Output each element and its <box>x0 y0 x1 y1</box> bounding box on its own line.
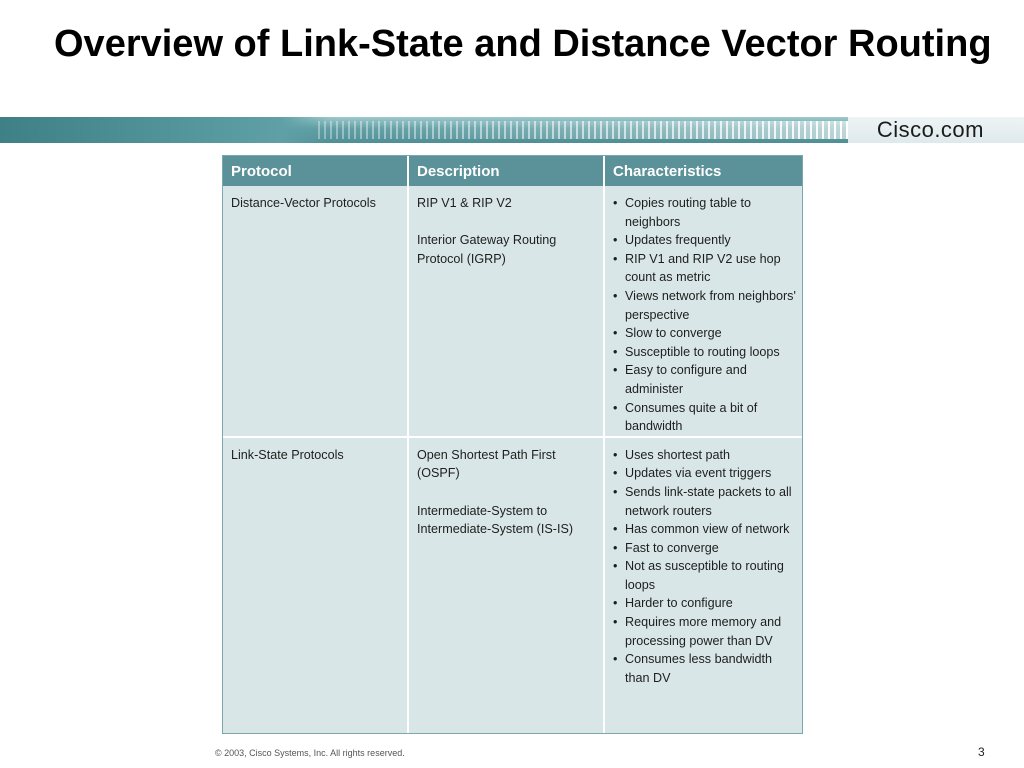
table-row-link-state <box>223 437 803 733</box>
description-line: Open Shortest Path First (OSPF) <box>417 447 556 481</box>
list-item: • Copies routing table to neighbors <box>613 194 796 231</box>
characteristics-list <box>613 446 796 688</box>
list-item: • Harder to configure <box>613 594 796 613</box>
list-item: • Views network from neighbors' perspective <box>613 287 796 324</box>
list-item: • Requires more memory and processing power than DV <box>613 613 796 650</box>
list-item: • Updates frequently <box>613 231 796 250</box>
list-item: • Not as susceptible to routing loops <box>613 557 796 594</box>
list-item: • Sends link-state packets to all network routers <box>613 483 796 520</box>
characteristics-list <box>613 194 796 436</box>
header-description: Description <box>408 156 604 186</box>
list-item: • Uses shortest path <box>613 446 796 465</box>
banner-gradient <box>0 117 330 143</box>
table-row-distance-vector <box>223 186 803 437</box>
description-line: Intermediate-System to Intermediate-System (IS-IS) <box>417 503 574 537</box>
banner-stripes <box>318 121 848 139</box>
list-item: • RIP V1 and RIP V2 use hop count as metric <box>613 250 796 287</box>
routing-comparison-table <box>222 155 803 734</box>
description-cell <box>408 437 604 733</box>
slide-title: Overview of Link-State and Distance Vector Routing <box>54 23 992 65</box>
description-cell <box>408 186 604 437</box>
list-item: • Easy to configure and administer <box>613 361 796 398</box>
header-characteristics: Characteristics <box>604 156 803 186</box>
list-item: • Has common view of network <box>613 520 796 539</box>
list-item: • Consumes quite a bit of bandwidth <box>613 399 796 436</box>
page-number: 3 <box>978 745 985 759</box>
copyright-footer: © 2003, Cisco Systems, Inc. All rights reserved. <box>215 748 405 758</box>
header-protocol: Protocol <box>223 156 408 186</box>
description-line: Interior Gateway Routing Protocol (IGRP) <box>417 233 557 266</box>
list-item: • Slow to converge <box>613 324 796 343</box>
list-item: • Fast to converge <box>613 539 796 558</box>
characteristics-cell <box>604 186 803 437</box>
list-item: • Consumes less bandwidth than DV <box>613 650 796 687</box>
protocol-cell: Link-State Protocols <box>223 437 408 733</box>
list-item: • Updates via event triggers <box>613 464 796 483</box>
list-item: • Susceptible to routing loops <box>613 343 796 362</box>
protocol-cell: Distance-Vector Protocols <box>223 186 408 437</box>
comparison-grid <box>223 156 803 733</box>
table-header-row <box>223 156 803 186</box>
characteristics-cell <box>604 437 803 733</box>
cisco-logo: Cisco.com <box>876 117 984 142</box>
header-banner <box>0 117 1024 143</box>
description-line: RIP V1 & RIP V2 <box>417 196 512 210</box>
banner-logo-area <box>848 117 1024 143</box>
